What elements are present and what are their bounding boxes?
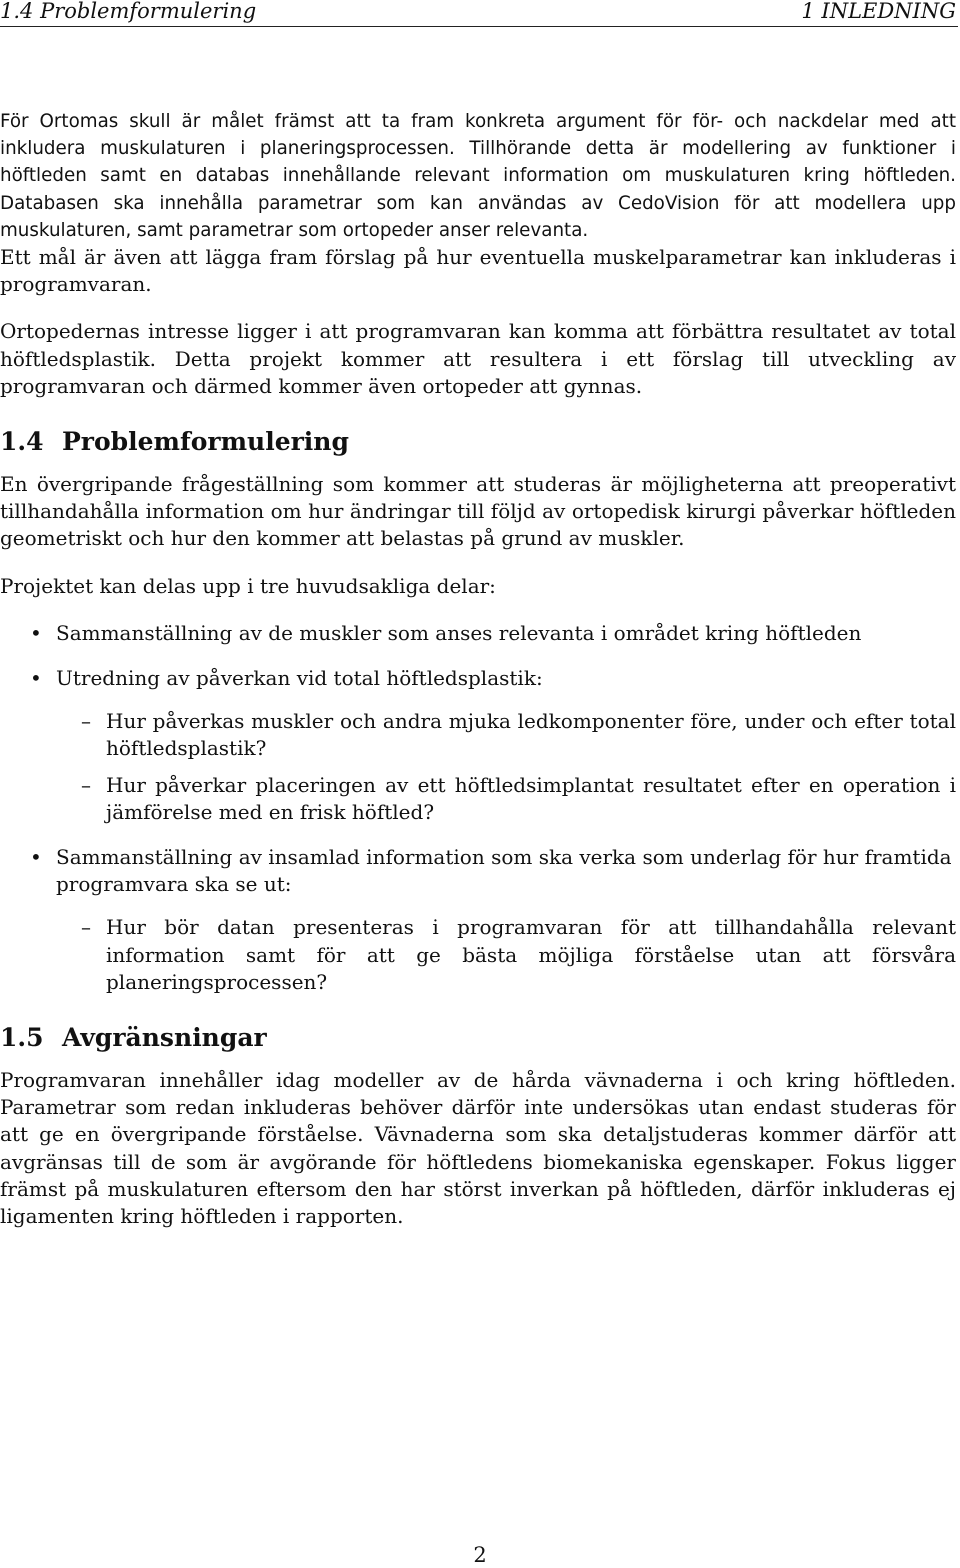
sub-list xyxy=(56,914,956,996)
bullet-icon: • xyxy=(30,666,42,691)
intro-paragraph-1-serif: Ett mål är även att lägga fram förslag på hur eventuella muskelparametrar kan inkluderas i programvaran. xyxy=(0,245,956,297)
sub-list-item-text: Hur påverkas muskler och andra mjuka ledkomponenter före, under och efter total höftledsplastik? xyxy=(106,709,956,761)
section-1-4-paragraph-1: En övergripande frågeställning som kommer att studeras är möjligheterna att preoperativt tillhandahålla information om hur ändringar till följd av ortopedisk kirurgi påverkar höftleden geometriskt och hur den kommer att belastas på grund av muskler. xyxy=(0,472,956,551)
list-item xyxy=(0,665,956,826)
sub-list-item xyxy=(56,708,956,762)
section-title: Problemformulering xyxy=(62,427,349,457)
dash-icon: – xyxy=(81,709,91,734)
sub-list-item-text: Hur påverkar placeringen av ett höftledsimplantat resultatet efter en operation i jämförelse med en frisk höftled? xyxy=(106,772,956,824)
list-item-text: Utredning av påverkan vid total höftledsplastik: xyxy=(56,666,543,691)
section-heading-problemformulering xyxy=(0,427,956,457)
intro-paragraph-1 xyxy=(0,108,956,298)
list-item xyxy=(0,620,956,647)
sub-list-item xyxy=(56,772,956,826)
intro-paragraph-1-sans: För Ortomas skull är målet främst att ta fram konkreta argument för för- och nackdelar med att inkludera muskulaturen i planeringsprocessen. Tillhörande detta är modellering av funktioner i höftleden samt en databas innehållande relevant information om muskulaturen kring höftleden. Databasen ska innehålla parametrar som kan användas av CedoVision för att modellera upp muskulaturen, samt parametrar som ortopeder anser relevanta. xyxy=(0,111,956,241)
list-item-text: Sammanställning av insamlad information som ska verka som underlag för hur framtida programvara ska se ut: xyxy=(56,845,952,897)
bullet-icon: • xyxy=(30,620,42,645)
page-content xyxy=(0,108,956,1250)
list-item-text: Sammanställning av de muskler som anses relevanta i området kring höftleden xyxy=(56,620,862,645)
intro-paragraph-2: Ortopedernas intresse ligger i att programvaran kan komma att förbättra resultatet av total höftledsplastik. Detta projekt kommer att resultera i ett förslag till utveckling av programvaran och därmed kommer även ortopeder att gynnas. xyxy=(0,319,956,398)
section-heading-avgransningar xyxy=(0,1023,956,1053)
header-chapter-title: 1 INLEDNING xyxy=(801,0,956,23)
section-1-5-paragraph-1: Programvaran innehåller idag modeller av de hårda vävnaderna i och kring höftleden. Parametrar som redan inkluderas behöver därför inte undersökas utan endast studeras för att ge en övergripande förståelse. Vävnaderna som ska detaljstuderas kommer därför att avgränsas till de som är avgörande för höftledens biomekaniska egenskaper. Fokus ligger främst på muskulaturen eftersom den har störst inverkan på höftleden, därför inkluderas ej ligamenten kring höftleden i rapporten. xyxy=(0,1068,956,1229)
section-title: Avgränsningar xyxy=(62,1023,267,1053)
section-number: 1.5 xyxy=(0,1023,44,1053)
sub-list xyxy=(56,708,956,826)
main-bullet-list xyxy=(0,620,956,996)
running-header xyxy=(0,0,958,27)
dash-icon: – xyxy=(81,915,91,940)
dash-icon: – xyxy=(81,772,91,797)
sub-list-item-text: Hur bör datan presenteras i programvaran för att tillhandahålla relevant information samt för att ge bästa möjliga förståelse utan att försvåra planeringsprocessen? xyxy=(106,915,956,994)
list-item xyxy=(0,844,956,996)
section-number: 1.4 xyxy=(0,427,44,457)
section-1-4-paragraph-2: Projektet kan delas upp i tre huvudsakliga delar: xyxy=(0,573,496,598)
sub-list-item xyxy=(56,914,956,996)
page-number: 2 xyxy=(473,1543,487,1567)
header-section-title: 1.4 Problemformulering xyxy=(0,0,257,23)
bullet-icon: • xyxy=(30,845,42,870)
